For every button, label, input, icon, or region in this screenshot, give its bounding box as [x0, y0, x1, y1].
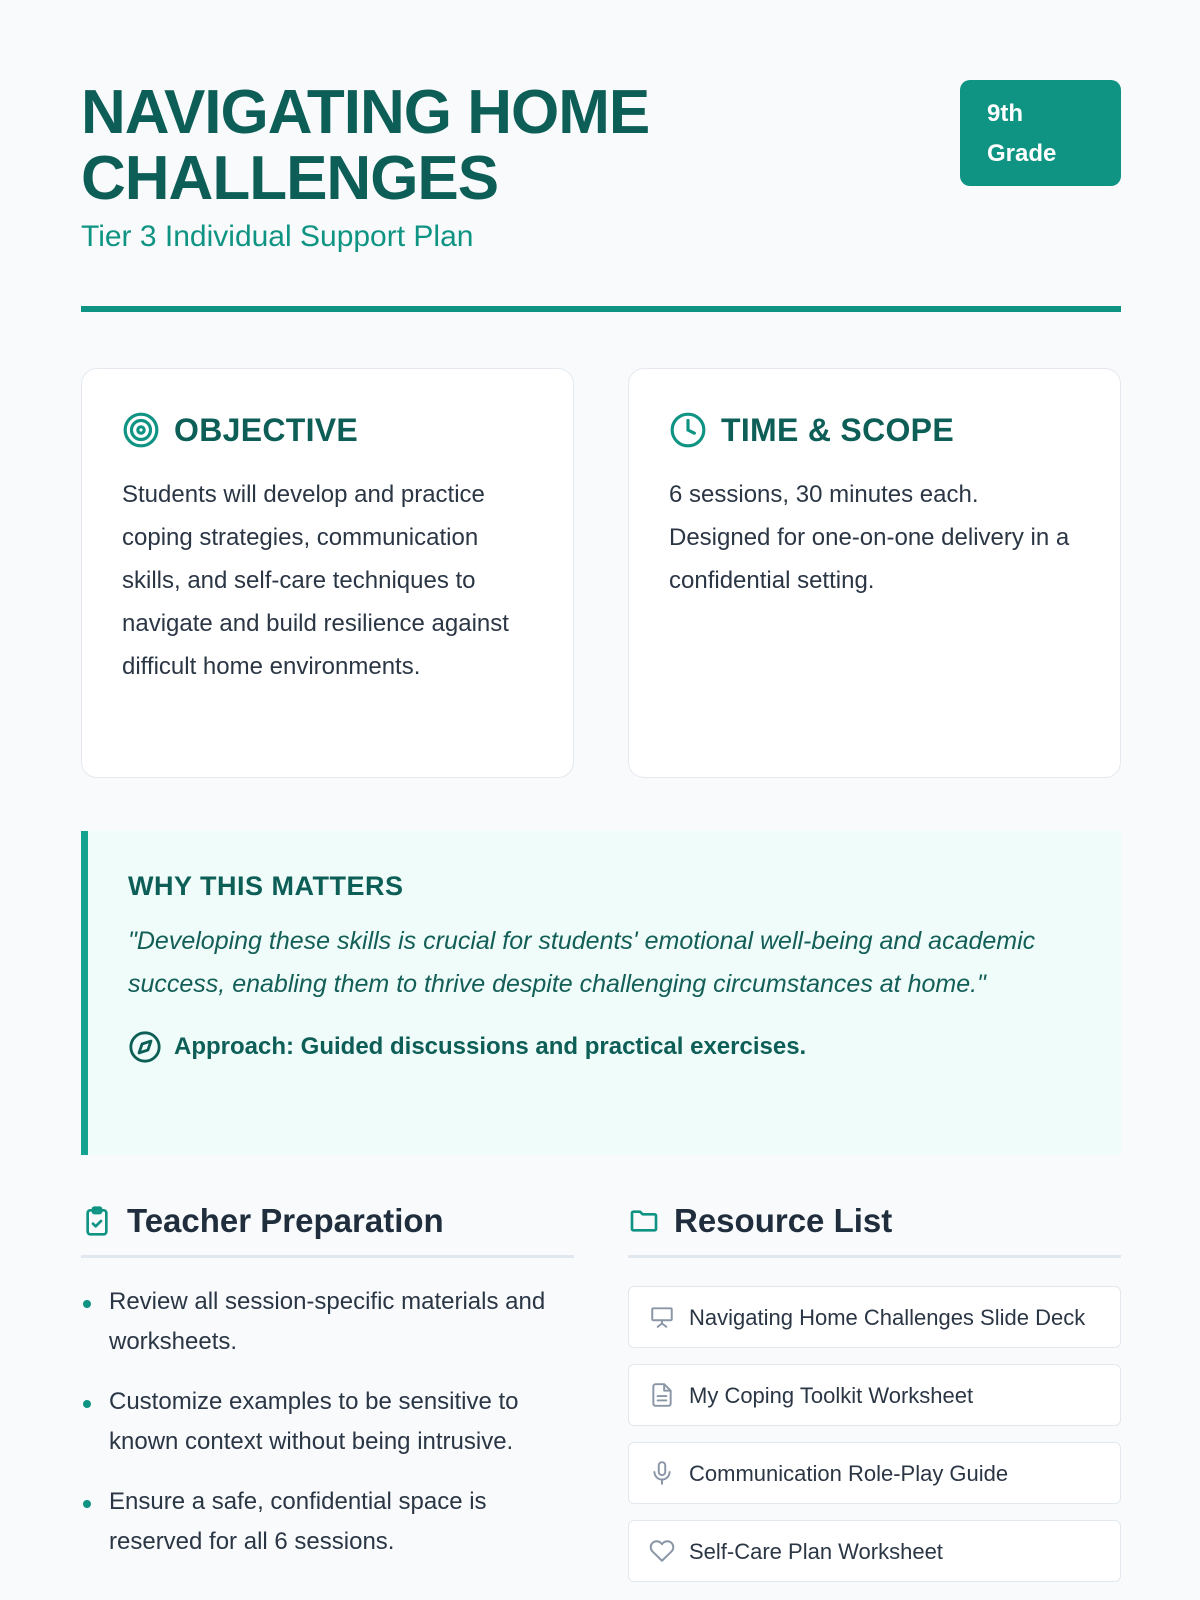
resource-label: My Coping Toolkit Worksheet: [689, 1382, 974, 1408]
resource-label: Navigating Home Challenges Slide Deck: [689, 1304, 1086, 1330]
lesson-plan-page: [81, 78, 1121, 1564]
summary-cards: [81, 368, 1121, 778]
compass-icon: [128, 1030, 162, 1064]
list-item: Review all session-specific materials and worksheets.: [81, 1282, 574, 1362]
folder-icon: [628, 1205, 660, 1237]
teacher-preparation-list: [81, 1282, 574, 1562]
objective-card: [81, 368, 574, 778]
resource-item-slide-deck[interactable]: [628, 1286, 1121, 1348]
resource-list: [628, 1286, 1121, 1582]
teacher-preparation-header: [81, 1200, 574, 1258]
clipboard-check-icon: [81, 1205, 113, 1237]
list-item: Ensure a safe, confidential space is reserved for all 6 sessions.: [81, 1482, 574, 1562]
page-title: NAVIGATING HOME CHALLENGES: [81, 78, 650, 213]
why-title: WHY THIS MATTERS: [128, 871, 404, 901]
resource-list-header: [628, 1200, 1121, 1258]
clock-icon: [669, 411, 707, 449]
resource-item-self-care-plan[interactable]: [628, 1520, 1121, 1582]
why-this-matters: [81, 831, 1121, 1155]
grade-badge: 9th Grade: [960, 80, 1121, 186]
time-scope-text: 6 sessions, 30 minutes each. Designed for one-on-one delivery in a confidential setting.: [669, 481, 1070, 594]
resource-list-title: Resource List: [674, 1201, 893, 1239]
header: [81, 80, 1121, 312]
resource-item-role-play-guide[interactable]: [628, 1442, 1121, 1504]
time-scope-header: [669, 409, 1080, 451]
resource-label: Self-Care Plan Worksheet: [689, 1538, 943, 1564]
target-icon: [122, 411, 160, 449]
microphone-icon: [649, 1460, 675, 1486]
objective-title: OBJECTIVE: [174, 411, 359, 448]
resource-label: Communication Role-Play Guide: [689, 1460, 1009, 1486]
list-item: Customize examples to be sensitive to known context without being intrusive.: [81, 1382, 574, 1462]
teacher-preparation-section: [81, 1201, 574, 1582]
resource-list-section: [628, 1201, 1121, 1598]
approach-text: Approach: Guided discussions and practical exercises.: [174, 1033, 807, 1060]
presentation-icon: [649, 1304, 675, 1330]
document-icon: [649, 1382, 675, 1408]
heart-icon: [649, 1538, 675, 1564]
teacher-preparation-title: Teacher Preparation: [127, 1201, 444, 1239]
time-scope-title: TIME & SCOPE: [721, 411, 954, 448]
objective-header: [122, 409, 533, 451]
page-subtitle: Tier 3 Individual Support Plan: [81, 220, 474, 253]
why-quote: "Developing these skills is crucial for students' emotional well-being and academic success, enabling them to thrive despite challenging circumstances at home.": [128, 927, 1036, 998]
objective-text: Students will develop and practice coping strategies, communication skills, and self-care techniques to navigate and build resilience against difficult home environments.: [122, 481, 509, 680]
resource-item-coping-toolkit[interactable]: [628, 1364, 1121, 1426]
time-scope-card: [628, 368, 1121, 778]
approach-row: [128, 1030, 1081, 1064]
